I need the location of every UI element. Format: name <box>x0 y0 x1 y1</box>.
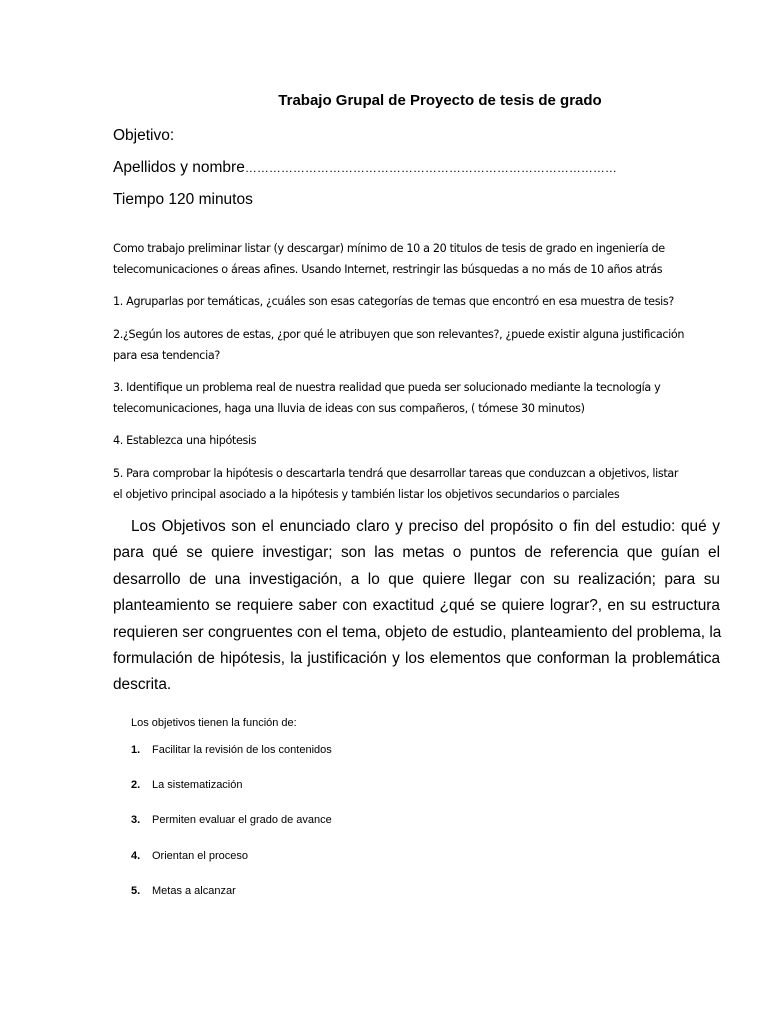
function-number: 2. <box>131 779 141 791</box>
function-text: Orientan el proceso <box>152 850 248 862</box>
definition-line: formulación de hipótesis, la justificación y los elementos que conforman la problemática <box>113 650 720 668</box>
function-text: Metas a alcanzar <box>152 885 236 897</box>
function-item <box>131 849 248 863</box>
name-label: Apellidos y nombre <box>113 159 245 176</box>
functions-intro: Los objetivos tienen la función de: <box>131 717 297 729</box>
task-line: telecomunicaciones, haga una lluvia de ideas con sus compañeros, ( tómese 30 minutos) <box>113 401 585 415</box>
task-1 <box>113 292 713 313</box>
definition-line: requieren ser congruentes con el tema, objeto de estudio, planteamiento del problema, la <box>113 623 722 641</box>
definition-line: Los Objetivos son el enunciado claro y preciso del propósito o fin del estudio: qué y <box>131 518 720 535</box>
task-3 <box>113 378 713 419</box>
task-line: 1. Agruparlas por temáticas, ¿cuáles son esas categorías de temas que encontró en esa muestra de tesis? <box>113 295 674 308</box>
task-line: 5. Para comprobar la hipótesis o descartarla tendrá que desarrollar tareas que conduzcan a objetivos, listar <box>113 467 679 480</box>
task-line: 4. Establezca una hipótesis <box>113 434 257 447</box>
function-number: 5. <box>131 885 141 897</box>
intro-line: Como trabajo preliminar listar (y descargar) mínimo de 10 a 20 titulos de tesis de grado en ingeniería de <box>113 242 665 255</box>
time-label: Tiempo 120 minutos <box>113 191 253 208</box>
name-field <box>113 158 617 178</box>
definition-line: planteamiento se requiere saber con exactitud ¿qué se quiere lograr?, en su estructura <box>113 597 720 615</box>
document-title: Trabajo Grupal de Proyecto de tesis de grado <box>278 92 602 109</box>
function-item <box>131 743 332 757</box>
task-line: 2.¿Según los autores de estas, ¿por qué le atribuyen que son relevantes?, ¿puede existir alguna justificación <box>113 328 685 341</box>
function-item <box>131 884 236 898</box>
objective-label: Objetivo: <box>113 127 175 144</box>
intro-line: telecomunicaciones o áreas afines. Usando Internet, restringir las búsquedas a no más de 10 años atrás <box>113 262 663 276</box>
definition-paragraph <box>113 514 720 699</box>
function-item <box>131 778 243 792</box>
function-number: 4. <box>131 850 141 862</box>
task-5 <box>113 464 713 505</box>
task-line: el objetivo principal asociado a la hipótesis y también listar los objetivos secundarios o parciales <box>113 487 620 501</box>
function-text: La sistematización <box>152 779 243 791</box>
task-line: 3. Identifique un problema real de nuestra realidad que pueda ser solucionado mediante la tecnología y <box>113 381 661 394</box>
function-text: Permiten evaluar el grado de avance <box>152 814 332 826</box>
task-line: para esa tendencia? <box>113 348 220 362</box>
function-item <box>131 813 332 827</box>
intro-paragraph <box>113 239 713 280</box>
definition-line: para qué se quiere investigar; son las metas o puntos de referencia que guían el <box>113 544 720 562</box>
task-4 <box>113 431 713 452</box>
name-dots: ………………………………………………………………………………… <box>244 161 617 175</box>
definition-line: descrita. <box>113 676 172 694</box>
function-number: 1. <box>131 744 141 756</box>
function-text: Facilitar la revisión de los contenidos <box>152 744 332 756</box>
task-2 <box>113 325 713 366</box>
function-number: 3. <box>131 814 141 826</box>
definition-line: desarrollo de una investigación, a lo que quiere llegar con su realización; para su <box>113 570 720 588</box>
